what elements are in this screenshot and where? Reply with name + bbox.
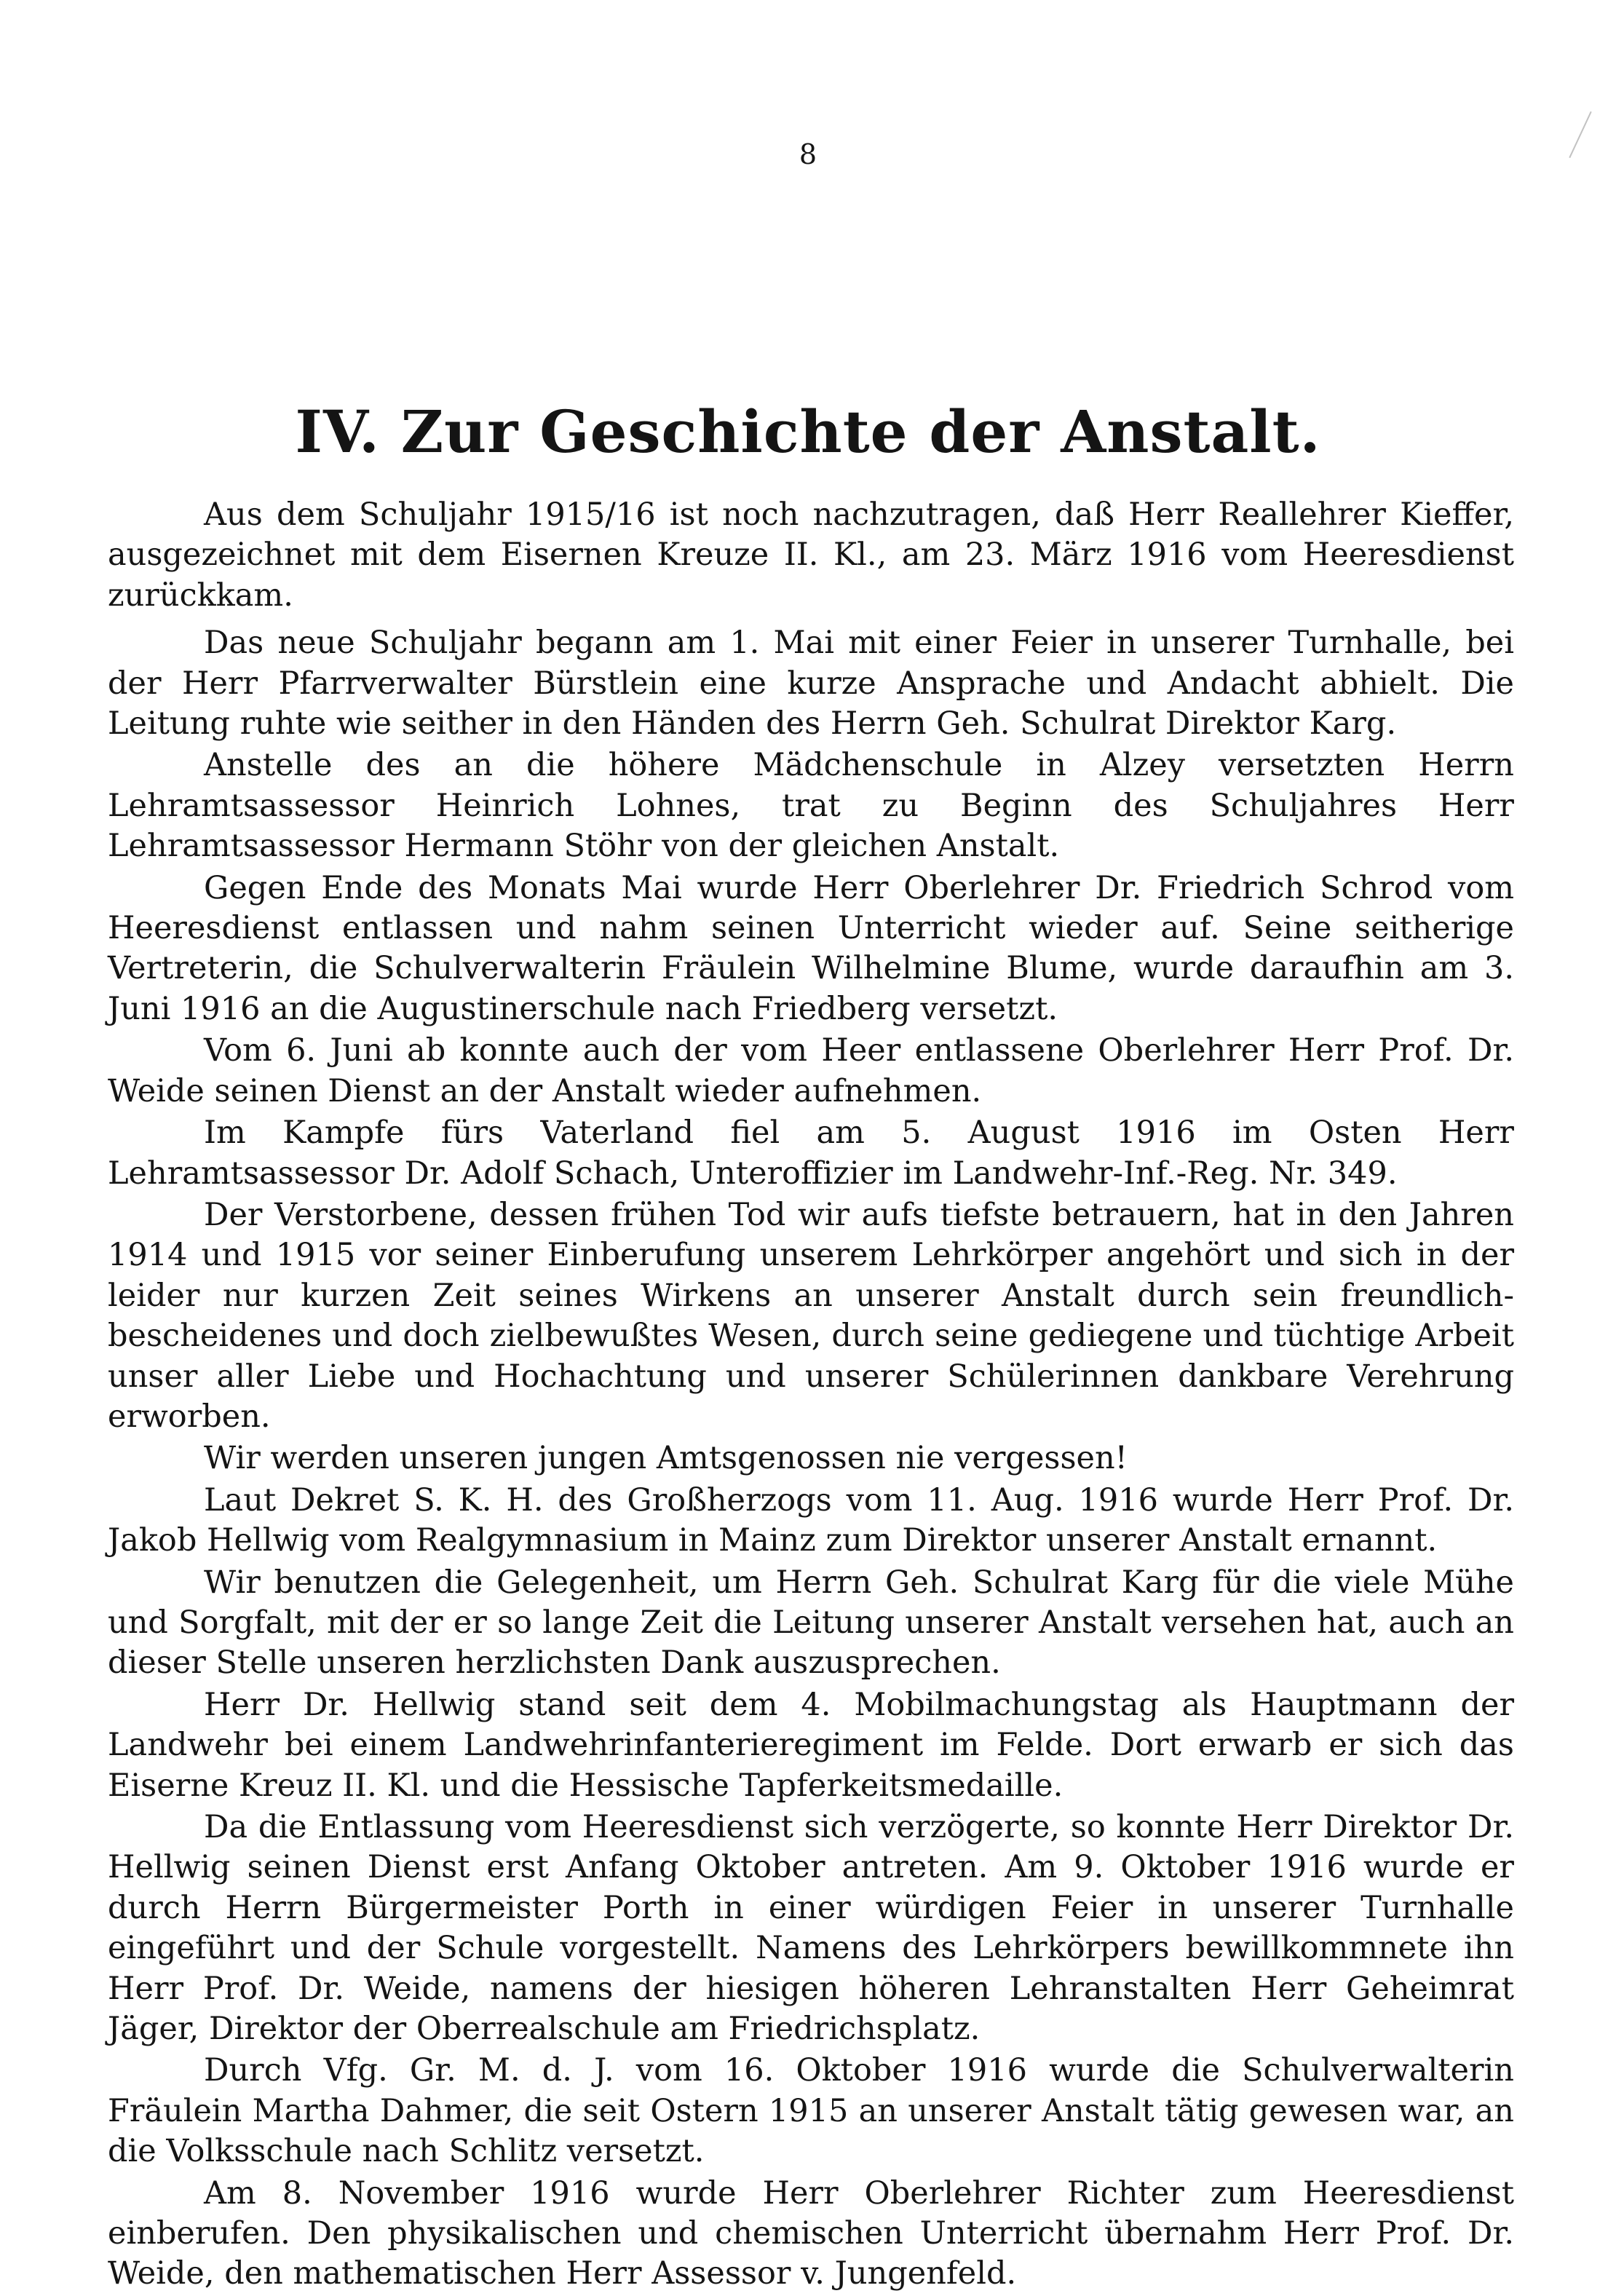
paragraph-dahmer-transfer: Durch Vfg. Gr. M. d. J. vom 16. Oktober 1916 wurde die Schulverwalterin Fräulein Martha Dahmer, die seit Ostern 1915 an unserer Anstalt tätig gewesen war, an die Volksschule nach Schlitz versetzt.: [108, 2052, 1514, 2170]
paragraph-schrod-return: Gegen Ende des Monats Mai wurde Herr Oberlehrer Dr. Friedrich Schrod vom Heeresdienst entlassen und nahm seinen Unterricht wieder auf. Seine seitherige Vertreterin, die Schulverwalterin Fräulein Wilhelmine Blume, wurde daraufhin am 3. Juni 1916 an die Augustinerschule nach Friedberg versetzt.: [108, 869, 1514, 1027]
body-text: [108, 495, 1514, 2296]
paragraph-stoehr-replacement: Anstelle des an die höhere Mädchenschule in Alzey versetzten Herrn Lehramtsassessor Heinrich Lohnes, trat zu Beginn des Schuljahres Herr Lehramtsassessor Hermann Stöhr von der gleichen Anstalt.: [108, 747, 1514, 865]
page-number: 8: [799, 138, 817, 170]
paragraph-hellwig-installation: Da die Entlassung vom Heeresdienst sich verzögerte, so konnte Herr Direktor Dr. Hellwig seinen Dienst erst Anfang Oktober antreten. Am 9. Oktober 1916 wurde er durch Herrn Bürgermeister Porth in einer würdigen Feier in unserer Turnhalle eingeführt und der Schule vorgestellt. Namens des Lehrkörpers bewillkommnete ihn Herr Prof. Dr. Weide, namens der hiesigen höheren Lehranstalten Herr Geheimrat Jäger, Direktor der Oberrealschule am Friedrichsplatz.: [108, 1809, 1514, 2048]
paragraph-thanks-karg: Wir benutzen die Gelegenheit, um Herrn Geh. Schulrat Karg für die viele Mühe und Sorgfalt, mit der er so lange Zeit die Leitung unserer Anstalt versehen hat, auch an dieser Stelle unseren herzlichsten Dank auszusprechen.: [108, 1564, 1514, 1682]
paragraph-hellwig-appointment: Laut Dekret S. K. H. des Großherzogs vom 11. Aug. 1916 wurde Herr Prof. Dr. Jakob Hellwig vom Realgymnasium in Mainz zum Direktor unserer Anstalt ernannt.: [108, 1481, 1514, 1559]
paragraph-return-kieffer: Aus dem Schuljahr 1915/16 ist noch nachzutragen, daß Herr Reallehrer Kieffer, ausgezeichnet mit dem Eisernen Kreuze II. Kl., am 23. März 1916 vom Heeresdienst zurückkam.: [108, 496, 1514, 614]
paragraph-remembrance: Wir werden unseren jungen Amtsgenossen nie vergessen!: [204, 1440, 1128, 1477]
paragraph-school-year-start: Das neue Schuljahr begann am 1. Mai mit einer Feier in unserer Turnhalle, bei der Herr Pfarrverwalter Bürstlein eine kurze Ansprache und Andacht abhielt. Die Leitung ruhte wie seither in den Händen des Herrn Geh. Schulrat Direktor Karg.: [108, 625, 1514, 743]
paragraph-richter-called-up: Am 8. November 1916 wurde Herr Oberlehrer Richter zum Heeresdienst einberufen. Den physikalischen und chemischen Unterricht übernahm Herr Prof. Dr. Weide, den mathematischen Herr Assessor v. Jungenfeld.: [108, 2174, 1514, 2292]
paragraph-schach-fallen: Im Kampfe fürs Vaterland fiel am 5. August 1916 im Osten Herr Lehramtsassessor Dr. Adolf Schach, Unteroffizier im Landwehr-Inf.-Reg. Nr. 349.: [108, 1115, 1514, 1192]
paragraph-obituary: Der Verstorbene, dessen frühen Tod wir aufs tiefste betrauern, hat in den Jahren 1914 und 1915 vor seiner Einberufung unserem Lehrkörper angehört und sich in der leider nur kurzen Zeit seines Wirkens an unserer Anstalt durch sein freundlich-bescheidenes und doch zielbewußtes Wesen, durch seine gediegene und tüchtige Arbeit unser aller Liebe und Hochachtung und unserer Schülerinnen dankbare Verehrung erworben.: [108, 1196, 1514, 1435]
paragraph-weide-return: Vom 6. Juni ab konnte auch der vom Heer entlassene Oberlehrer Herr Prof. Dr. Weide seinen Dienst an der Anstalt wieder aufnehmen.: [108, 1032, 1514, 1109]
paragraph-hellwig-war-service: Herr Dr. Hellwig stand seit dem 4. Mobilmachungstag als Hauptmann der Landwehr bei einem Landwehrinfanterieregiment im Felde. Dort erwarb er sich das Eiserne Kreuz II. Kl. und die Hessische Tapferkeitsmedaille.: [108, 1686, 1514, 1804]
section-heading: IV. Zur Geschichte der Anstalt.: [295, 397, 1321, 466]
